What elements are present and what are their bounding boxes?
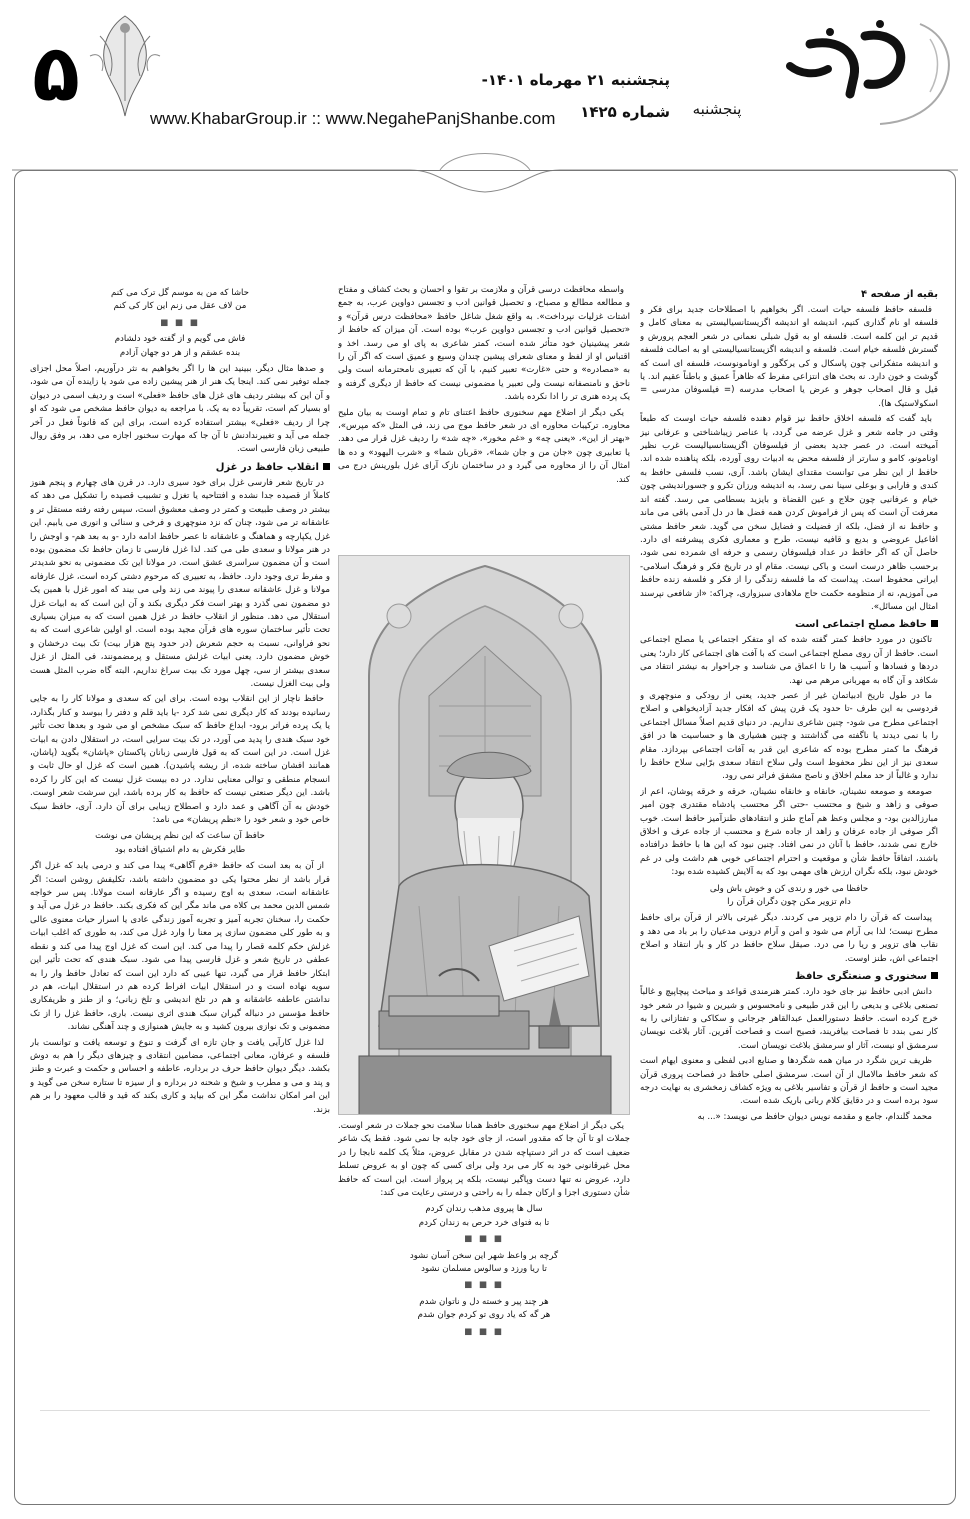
paragraph: ظریف ترین شگرد در میان همه شگردها و صنایع ادبی لفظی و معنوی ایهام است که شعر حافظ مالامال از آن است. سرمشق اصلی حافظ در فصاحت پروری قرآن مجید است و حافظ از قرآن و تفاسیر بلاغی به ویژه کشاف زمخشری به نهایت درجه سود برده است و در دقایق کلام ربانی باریک شده است.: [640, 1056, 938, 1107]
paragraph: محمد گلندام، جامع و مقدمه نویس دیوان حافظ می نویسد: «... به: [697, 1111, 932, 1122]
masthead-logo-icon: [770, 14, 960, 132]
section-heading-text: حافظ مصلح اجتماعی است: [795, 619, 927, 631]
section-heading-text: سخنوری و صنعتگری حافظ: [795, 971, 927, 983]
verse-separator: ■ ■ ■: [464, 1326, 504, 1337]
paragraph: از آن به بعد است که حافظ «قرم آگاهی» پیدا می کند و درمی یابد که غزل اگر قرار باشد از نظر محتوا یکی دو مضمون داشته باشد، تکلیفش روشن است: اگر عاشقانه است، سعدی به اوج رسیده و اگر عارفانه است مولانا. پس سر خواجه شمس الدین محمد بی کلاه می ماند مگر این که فکری بکند. حافظ در غزل می آید و حکمت را، سخنان تجربه آمیز و تجربه آموز زندگی عادی یا اسرار حیات معنوی عالی و به طور کلی مضمون سازی پر معنا را وارد غزل می کند، به طوری که اغلب ابیات غزلش حکم کلمه قصار را پیدا می کند. این است که غزل اوج پیدا می کند و نقطه عطفی در تاریخ شعر و غزل فارسی پیدا می شود. سبک هندی که تحت تأثیر این ابتکار حافظ قرار می گیرد، تنها عیبی که دارد این است که تعادل حافظ وار را به سویه نهاده است و در استقلال ابیات افراط کرده هم در استقلال ابیات، هم در نداشتن عاطفه عاشقانه و هم در تلخ اندیشی و تلخ زبانی؛ و از طنز و ظریفکاری حافظ مؤسس در دنباله گیران سبک هندی اثری نیست. باری، حافظ غزل را از تک مضمونی و تک نوازی بیرون کشید و به جایش همنوازی و چند آهنگی نشاند.: [30, 861, 330, 1033]
paragraph: فلسفه حافظ فلسفه حیات است. اگر بخواهیم با اصطلاحات جدید برای فکر و فلسفه او نام گذاری کنیم، اندیشه او اندیشه اگزیستانسیالیستی به معنای کامل و قدیم تر این کلمه است. فلسفه او به قول شبلی نعمانی در شعر العجم پرورش و گسترش فلسفه خیام است. فلسفه و اندیشه اگزیستانسیالیستی او به اصالت فلسفه و اندیشه متفکرانی چون پاسکال و کی یرکگور و اونامونوست، فلسفه ای است که گوشت و خون دارد. نه بحث های انتزاعی مفرط که ظاهراً عمیق و باطناً عقیم اند. یا قیل و قال اصحاب جوهر و عرض یا اصحاب مدرسه (= فیلسوفان مدرسی = اسکولاستیک ها).: [640, 305, 938, 409]
paragraph: صومعه و صومعه نشینان، خانقاه و خانقاه نشینان، خرقه و خرقه پوشان، اعم از صوفی و زاهد و شیخ و محتسب -حتی اگر محتسب پادشاه مقتدری چون امیر مبارزالدین بود- و مجلس وعظ هم آماج طنز و انتقادهای طنزآمیز حافظ است. خوب اگر صوفی از جاده عرفان و زاهد از جاده شرع و محتسب از جاده عرف و اخلاق خارج نمی شدند، حافظ با آنان در نمی افتاد. چنین نبود که این ها با حافظ درافتاده باشند، اتفاقاً حافظ شأن و موقعیت و احترام اجتماعی خوبی هم داشت ولی در غم خودش نبود، بلکه نگران ارزش های مهمی بود که به آلایش کشیده شده بود:: [640, 786, 938, 878]
paragraph: تاکنون در مورد حافظ کمتر گفته شده که او متفکر اجتماعی یا مصلح اجتماعی است. حافظ از آن روی مصلح اجتماعی است که با آفت های اجتماعی کار دارد؛ یعنی دردها و فسادها و آسیب ها را تا اعماق می شناسد و جراحوار به نیشتر انتقاد می شکافد و آن گاه به مهربانی مرهم می نهد.: [640, 635, 938, 686]
verse-line: تا به فتوای خرد حرص به زندان کردم: [418, 1217, 550, 1228]
verse-line: سال ها پیروی مذهب رندان کردم: [425, 1204, 543, 1215]
verse-line: دام تزویر مکن چون دگران قرآن را: [727, 897, 851, 908]
paragraph: حافظ ناچار از این انقلاب بوده است. برای این که سعدی و مولانا کار را به جایی رسانیده بودند که کار دیگری نمی شد کرد -یا باید قلم و دفتر را ببوسد و کنار بگذارد، یا یک پرده فراتر برود- ابداع حافظ که سبک مشخص او می شود و بعدها تحت تأثیر خود سبک هندی را پدید می آورد، در تک بیت سرایی است، در استقلال دادن به ابیات غزل است. در این است که به قول فارسی زبانان پاکستان «پاشان» بگوید (پاشان، همانند افشان ساخته شده، از ریشه پاشیدن). همین است که غزل او حال ثابت و انسجام منطقی و توالی معنایی ندارد. در ده بیست غزل نیست که این کار را کرده باشد. این دیگر صنعتی نیست که حافظ به کار برده باشد، این سرشت شعر اوست. خودش به آن آگاهی و عمد دارد و اصطلاح زیبایی برای آن دارد. آری، حافظ سبک خاص خود و شعر خود را «نظم پریشان» می نامد:: [30, 694, 330, 826]
page-header: [0, 0, 970, 170]
verse: [338, 1296, 630, 1323]
paragraph: در تاریخ شعر فارسی غزل برای خود سیری دارد. در قرن های چهارم و پنجم هنوز کاملاً از قصیده جدا نشده و افتتاحیه یا تغزل و تشبیب قصیده را تشکیل می دهد که بیشتر در وصف طبیعت و کمتر در وصف معشوق است، سپس رفته رفته مستقل تر و عاشقانه تر می شود، چنان که نزد منوچهری و فرخی و سنائی و انوری می یابیم. این غزل یکپارچه و هماهنگ و عاشقانه تا عصر حافظ ادامه دارد -و به بعد هم- و اوجش را در هنر مولانا و سعدی طی می کند. لذا غزل فارسی تا زمان حافظ تک مضمون بوده است و آن مضمون سراسری عشق است. در مولانا این تک مضمونی به نحو شدیدتر و مفرط تری وجود دارد. حافظ، به تعبیری که مرحوم دشتی کرده است، غزل عارفانه مولانا و غزل عاشقانه سعدی را پیوند می زند ولی می بیند که امور غزل با همین یک دو مضمون نمی گذرد و بهتر است فکر دیگری بکند و آن این است که به ابیات غزل استقلال می دهد. منظور از انقلاب حافظ در غزل همین است که به میزان بسیاری تحت تأثیر ساختمان سوره های قرآن مجید بوده است. او اولین شاعری است که به نحو فراوانی، نسبت به حجم شعرش (در حدود پنج هزار بیت) تک بیت درخشان و خوش مضمون دارد. یعنی ابیات غزلش مستقل و پرمضمونند، فی المثل از غزل سعدی بیشتر از سی، چهل مورد تک بیت سراغ نداریم، البته گاه ضرب المثل هست ولی بیت الغزل نیست.: [30, 477, 330, 689]
verse-line: طایر فکرش به دام اشتیاق افتاده بود: [114, 844, 246, 855]
verse-line: تا ریا ورزد و سالوس مسلمان نشود: [421, 1264, 547, 1275]
verse: [30, 830, 330, 857]
verse-separator: ■ ■ ■: [160, 317, 200, 328]
article-column-left: [30, 284, 330, 1394]
paragraph: یکی دیگر از اضلاع مهم سخنوری حافظ اعتنای تام و تمام اوست به بیان ملیح محاوره. ترکیبات محاوره ای در شعر حافظ موج می زند، فی المثل «که مپرس»، «بهتر از این»، «یعنی چه» و «غم مخور»، «چه شد» را ردیف غزل قرار می دهد. یا تعابیری چون «جان من و جان شما»، «قربان شما» و «شرب الیهود» و ده ها امثال آن را از محاوره می گیرد و در ساختمان نازک آرای غزل بلورینش درج می کند.: [338, 407, 630, 485]
article-column-middle-bottom: [338, 1120, 630, 1375]
paragraph: و صدها مثال دیگر. ببینید این ها را اگر بخواهیم به نثر درآوریم، اصلاً محل اجزای جمله توفیر نمی کند. اینجا یک هنر از هنر پیشین زاده می شود یا زاینده آن می شود، و آن این که بیشتر ردیف های غزل های حافظ «فعلی» است و ردیف اسمی در دیوان او بسیار کم است، تقریباً ده به یک. با مراجعه به دیوان حافظ مشخص می شود که او چرا از ردیف «فعلی» بیشتر استفاده کرده است، برای این که قانوناً فعل در آخر جمله می آید و تغییرندادنش تا آن جا که مهارت سخنور اجازه می دهد، بر وفق روال طبیعی زبان فارسی است.: [30, 364, 330, 455]
section-heading: [640, 617, 938, 632]
paragraph: باید گفت که فلسفه اخلاق حافظ نیز قوام دهنده فلسفه حیات اوست که طبعاً وقتی در جامه شعر و غزل عرضه می گردد، با عناصر زیباشناختی و عرفانی نیز آمیخته است. در عصر جدید بعضی از فیلسوفان اگزیستانسیالیست غرب نظیر اونامونو، کامو و سارتر از فلسفه محض به ادبیات روی آورده، بلکه پناهنده شده اند. حافظ از این نظر می توانست مقتدای ایشان باشد. آری، نسب فلسفی حافظ به کندی و فارابی و بوعلی سینا نمی رسد، به اندیشه ورزان تکرو و جسوراندیشی چون خیام و عرفانیی چون حلاج و عین القضاة و بایزید بسطامی می رسد. گفته اند معرفت آن است که پس از فراموش کردن همه فضل ها در دل آدمی باقی می ماند و حافظ نه از فضل، بلکه از فضیلت و فضایل سخن می گوید. شعر حافظ مشتی افاعیل عروضی و بدیع و قافیه نیست، طرح و معماری فکری پیشرفته ای دارد. حاصل آن که اگر حافظ در عداد فیلسوفان رسمی و حرفه ای شمرده نمی شود، برحسب ظاهر درست است و باکی نیست. مقام او در تاریخ فکر و فرهنگ اسلامی- ایرانی محفوظ است. پیداست که ما فلسفه زندگی را از فکر و فلسفه زنده حافظ می آموزیم، نه از منظومه حکمت حاج ملاهادی سبزواری، چراکه: «از شافعی نپرسند امثال این مسائل».: [640, 414, 938, 612]
website-urls: www.KhabarGroup.ir :: www.NegahePanjShanbe.com: [150, 109, 556, 128]
verse: [338, 1203, 630, 1230]
issue-date-line: پنجشنبه ۲۱ مهرماه ۱۴۰۱- شماره ۱۴۲۵: [481, 71, 670, 121]
paragraph: دانش ادبی حافظ نیز جای خود دارد. کمتر هنرمندی قواعد و مباحث پیچاپیچ و غالباً تصنعی بلاغی و بدیعی را این قدر طبیعی و نامحسوس و شیرین و شیوا در شعر خود خرج کرده است. حافظ دستورالعمل عبدالقاهر جرجانی و سکاکی و تفتازانی را به کار نمی بندد تا فصاحت بیافریند، فصیح است و فصاحت آفرین. آثار بلاغت نویسان سرمشق او نیست، آثار او سرمشق بلاغت نویسان است.: [640, 987, 938, 1051]
paragraph: یکی دیگر از اضلاع مهم سخنوری حافظ همانا سلامت نحو جملات در شعر اوست. جملات او تا آن جا که مقدور است، از جای خود جابه جا نمی شود. فقط یک شاعر ضعیف است که در اثر دستپاچه شدن در مقابل عروض، مثلاً یک کلمه نابجا را در محل غیرقانونی خود به کار می برد ولی برای کسی که چون او به عروض تسلط دارد، عروض نه تنها دست وپاگیر نیست، بلکه پر پرواز است. این است که حافظ شأن دستوری اجزا و ارکان جمله را به راحتی و درستی رعایت می کند:: [338, 1121, 630, 1199]
section-heading-text: انقلاب حافظ در غزل: [215, 461, 319, 473]
verse-line: من لاف عقل می زنم این کار کی کنم: [113, 301, 247, 312]
verse-line: حافظ آن ساعت که این نظم پریشان می نوشت: [95, 831, 265, 842]
masthead-subtitle: پنجشنبه: [692, 100, 742, 118]
paragraph: پیداست که قرآن را دام تزویر می کردند. دیگر غیرتی بالاتر از قرآن برای حافظ مطرح نیست؛ لذا بی آرام می شود و امن و آرام درونی مدعیان را بر باد می دهد و نقاب های تزویر و ریا را می درد. صیقل سلاح حافظ در کار و بار انتقاد و اصلاح اجتماعی اش، طنز اوست.: [640, 913, 938, 964]
verse-separator: ■ ■ ■: [464, 1280, 504, 1291]
square-bullet-icon: [323, 463, 330, 470]
verse: [30, 287, 330, 314]
verse-line: هر گه که یاد روی تو کردم جوان شدم: [417, 1310, 551, 1321]
verse-separator: ■ ■ ■: [464, 1234, 504, 1245]
hafez-portrait-illustration: [338, 555, 630, 1115]
section-heading: [30, 460, 330, 475]
verse-line: حافظا می خور و رندی کن و خوش باش ولی: [709, 883, 869, 894]
poet-drawing-icon: [339, 556, 630, 1115]
square-bullet-icon: [931, 972, 938, 979]
verse-line: فاش می گویم و از گفته خود دلشادم: [114, 334, 246, 345]
page-number: ۵: [32, 29, 80, 119]
bottom-divider: [40, 1410, 930, 1411]
verse-line: گرچه بر واعظ شهر این سخن آسان نشود: [409, 1250, 559, 1261]
verse-line: حاشا که من به موسم گل ترک می کنم: [110, 288, 249, 298]
verse-line: هر چند پیر و خسته دل و ناتوان شدم: [419, 1296, 549, 1307]
paragraph: واسطه محافظت درسی قرآن و ملازمت بر تقوا و احسان و بحث کشاف و مفتاح و مطالعه مطالع و مصباح، و تحصیل قوانین ادب و تجسس دواوین عرب، به جمع اشتات غزلیات نپرداخت». به واقع شغل شاغل حافظ «محافظت درس قرآن» و «تحصیل قوانین ادب و تجسس دواوین عرب» بوده است. آن میزان که حافظ از شعر پیشینیان خود متأثر شده است، کمتر شاعری به پای او می رسد. اخذ و اقتباس او از لفظ و معنای شعرای پیشین چندان وسیع و عمیق است که اگر آن را به «مصادره» و حتی «غارت» تعبیر کنیم، با آن که تعبیری نامحترمانه است ولی ناحق و نامنصفانه نیست ولی تعبیر یا مضمونی نیست که حافظ از دیگری گرفته و یک پرده هنری تر را ادا نکرده باشد.: [338, 285, 630, 403]
verse: [338, 1250, 630, 1277]
square-bullet-icon: [931, 620, 938, 627]
verse-line: بنده عشقم و از هر دو جهان آزادم: [119, 347, 241, 358]
paragraph: لذا غزل کارآیی یافت و جان تازه ای گرفت و تنوع و توسعه یافت و توانست بار فلسفه و عرفان، معانی اجتماعی، مضامین انتقادی و چیزهای دیگر را هم به دوش بکشد. دیگر دیوان حافظ حرف در برداره، عاطفه و احساس و حکمت و عبرت و طنز و پند و می و مطرب و شیخ و شحنه در برداره و از سیزه تا ستاره سخن می گوید و این امر امکان نداشت مگر این که بیاید و کاری بکند که قید و قالب معهود را بر هم بزند.: [30, 1037, 330, 1115]
article-column-right: [640, 284, 938, 1394]
section-heading: [640, 969, 938, 984]
continuation-heading: بقیه از صفحه ۴: [861, 289, 938, 300]
verse: [640, 883, 938, 910]
paragraph: ما در طول تاریخ ادبیاتمان غیر از عصر جدید، یعنی از رودکی و منوچهری و فردوسی به این طرف -تا حدود یک قرن پیش که افکار جدید آزادیخواهی و اصلاح اجتماعی مطرح می شود- چنین شاعری نداریم. در دنیای قدیم اصلاً مسائل اجتماعی را با نمی دیدند یا ناگفته می گذاشتند و چنین هشیاری ها و حساسیت ها در افق فرهنگ ما کمتر مطرح بوده که شاعری این قدر به آفات اجتماعی بپردازد. مقام سعدی نیز از این نظر محفوظ است ولی سلاح انتقاد سعدی برّایی سلاح حافظ را ندارد و غالباً از حد معلم اخلاق و ناصح مشفق فراتر نمی رود.: [640, 690, 938, 782]
verse: [30, 333, 330, 360]
article-column-middle-top: [338, 284, 630, 559]
